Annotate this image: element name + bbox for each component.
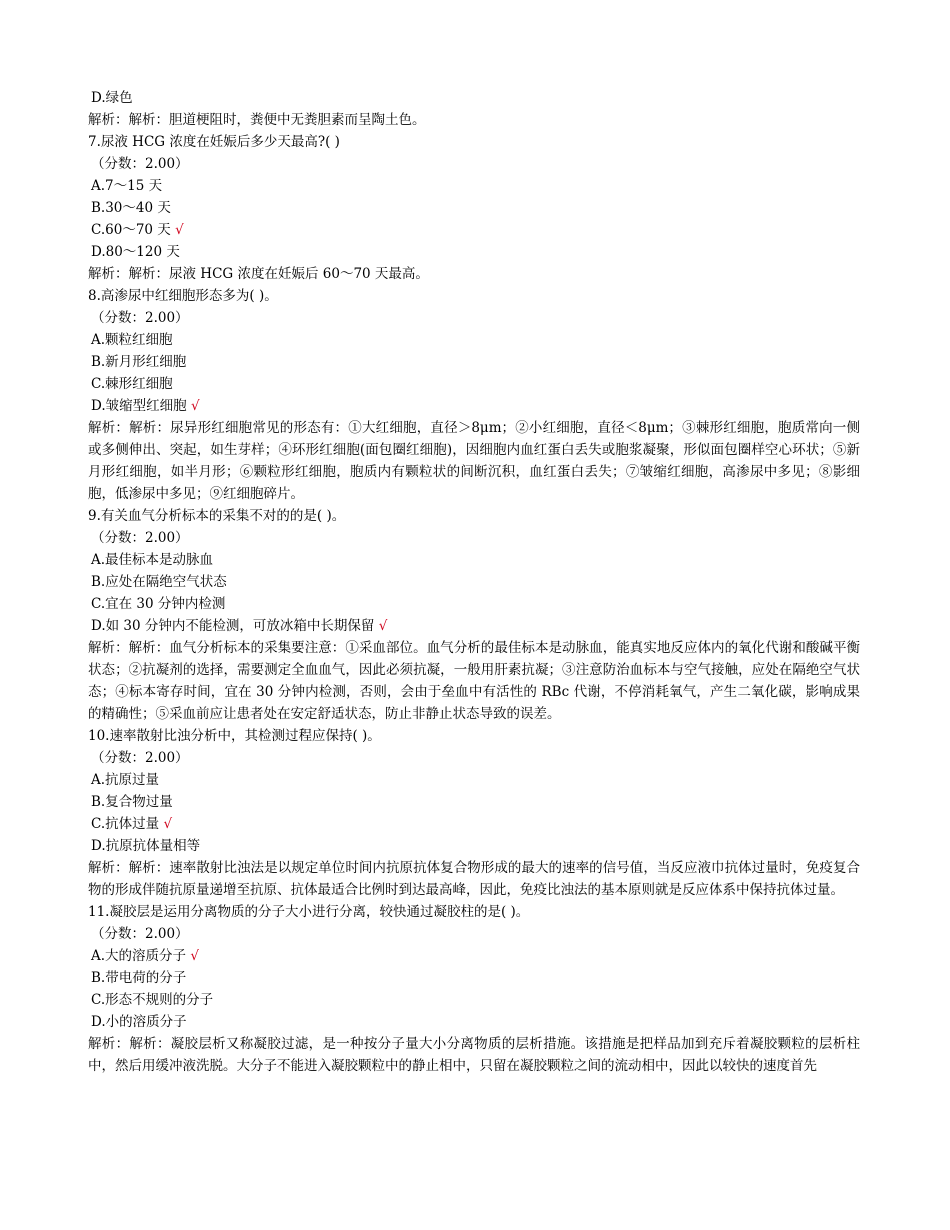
- answer-option-label: D.80～120 天: [91, 244, 180, 260]
- answer-option: [88, 549, 860, 571]
- answer-option: [88, 791, 860, 813]
- answer-option: [88, 373, 860, 395]
- explanation-text: [88, 263, 860, 285]
- question-score-label: （分数：2.00）: [91, 926, 189, 942]
- question-text: [88, 505, 860, 527]
- question-text: [88, 285, 860, 307]
- answer-option: [88, 395, 860, 417]
- answer-option: [88, 219, 860, 241]
- explanation-text-label: 解析：解析：速率散射比浊法是以规定单位时间内抗原抗体复合物形成的最大的速率的信号值，当反应液巾抗体过量时，免疫复合物的形成伴随抗原量递增至抗原、抗体最适合比例时到达最高峰，因此，免疫比浊法的基本原则就是反应体系中保持抗体过量。: [88, 860, 860, 898]
- correct-answer-check-icon: √: [163, 816, 173, 832]
- answer-option: [88, 329, 860, 351]
- answer-option: [88, 769, 860, 791]
- question-text-label: 8.高渗尿中红细胞形态多为( )。: [88, 288, 278, 304]
- answer-option-label: A.大的溶质分子: [91, 948, 187, 964]
- correct-answer-check-icon: √: [190, 948, 199, 964]
- explanation-text: [88, 857, 860, 901]
- question-score: [88, 307, 860, 329]
- explanation-text-label: 解析：解析：尿异形红细胞常见的形态有：①大红细胞，直径＞8μm；②小红细胞，直径＜8μm；③棘形红细胞，胞质常向一侧或多侧伸出、突起，如生芽样；④环形红细胞(面包圈红细胞)，因细胞内血红蛋白丢失或胞浆凝聚，形似面包圈样空心环状；⑤新月形红细胞，如半月形；⑥颗粒形红细胞，胞质内有颗粒状的间断沉积，血红蛋白丢失；⑦皱缩红细胞，高渗尿中多见；⑧影细胞，低渗尿中多见；⑨红细胞碎片。: [88, 420, 860, 502]
- question-text: [88, 901, 860, 923]
- answer-option-label: B.应处在隔绝空气状态: [91, 574, 227, 590]
- answer-option: [88, 241, 860, 263]
- answer-option-label: B.30～40 天: [91, 200, 171, 216]
- question-text: [88, 725, 860, 747]
- answer-option-label: B.新月形红细胞: [91, 354, 187, 370]
- question-score: [88, 747, 860, 769]
- question-score-label: （分数：2.00）: [91, 156, 189, 172]
- answer-option-label: A.抗原过量: [91, 772, 160, 788]
- answer-option: [88, 1011, 860, 1033]
- question-score: [88, 923, 860, 945]
- explanation-text: [88, 417, 860, 505]
- answer-option: [88, 593, 860, 615]
- answer-option-label: D.如 30 分钟内不能检测，可放冰箱中长期保留: [91, 618, 375, 634]
- answer-option-label: B.复合物过量: [91, 794, 173, 810]
- explanation-text: [88, 637, 860, 725]
- explanation-text: [88, 1033, 860, 1077]
- answer-option: [88, 945, 860, 967]
- answer-option: [88, 571, 860, 593]
- question-score-label: （分数：2.00）: [91, 750, 189, 766]
- answer-option: [88, 813, 860, 835]
- correct-answer-check-icon: √: [175, 222, 184, 238]
- explanation-text-label: 解析：解析：胆道梗阻时，粪便中无粪胆素而呈陶土色。: [88, 112, 426, 128]
- explanation-text-label: 解析：解析：血气分析标本的采集要注意：①采血部位。血气分析的最佳标本是动脉血，能真实地反应体内的氧化代谢和酸碱平衡状态；②抗凝剂的选择，需要测定全血血气，因此必须抗凝，一般用肝素抗凝；③注意防治血标本与空气接触，应处在隔绝空气状态；④标本寄存时间，宜在 30 分钟内检测，否则，会由于垒血中有活性的 RBc 代谢，不停消耗氧气，产生二氧化碳，影响成果的精确性；⑤采血前应让患者处在安定舒适状态，防止非静止状态导致的误差。: [88, 640, 860, 722]
- answer-option-label: C.形态不规则的分子: [91, 992, 214, 1008]
- question-text-label: 9.有关血气分析标本的采集不对的的是( )。: [88, 508, 346, 524]
- explanation-text-label: 解析：解析：尿液 HCG 浓度在妊娠后 60～70 天最高。: [88, 266, 429, 282]
- answer-option-label: C.60～70 天: [91, 222, 171, 238]
- answer-option-label: D.小的溶质分子: [91, 1014, 187, 1030]
- answer-option-label: B.带电荷的分子: [91, 970, 187, 986]
- answer-option-label: D.绿色: [91, 90, 133, 106]
- answer-option-label: C.棘形红细胞: [91, 376, 173, 392]
- answer-option: [88, 615, 860, 637]
- question-score: [88, 527, 860, 549]
- answer-option-label: C.宜在 30 分钟内检测: [91, 596, 226, 612]
- answer-option-label: A.7～15 天: [91, 178, 163, 194]
- explanation-text: [88, 109, 860, 131]
- question-text-label: 7.尿液 HCG 浓度在妊娠后多少天最高?( ): [88, 134, 340, 150]
- answer-option-label: A.颗粒红细胞: [91, 332, 173, 348]
- question-score-label: （分数：2.00）: [91, 530, 189, 546]
- question-score: [88, 153, 860, 175]
- correct-answer-check-icon: √: [378, 618, 388, 634]
- answer-option-label: D.皱缩型红细胞: [91, 398, 187, 414]
- answer-option-label: A.最佳标本是动脉血: [91, 552, 214, 568]
- answer-option: [88, 87, 860, 109]
- question-score-label: （分数：2.00）: [91, 310, 189, 326]
- question-text-label: 10.速率散射比浊分析中，其检测过程应保持( )。: [88, 728, 381, 744]
- answer-option: [88, 175, 860, 197]
- question-text-label: 11.凝胶层是运用分离物质的分子大小进行分离，较快通过凝胶柱的是( )。: [88, 904, 530, 920]
- answer-option: [88, 351, 860, 373]
- answer-option: [88, 989, 860, 1011]
- answer-option: [88, 967, 860, 989]
- correct-answer-check-icon: √: [190, 398, 200, 414]
- question-text: [88, 131, 860, 153]
- answer-option-label: C.抗体过量: [91, 816, 160, 832]
- answer-option: [88, 835, 860, 857]
- document-body: [88, 87, 860, 1077]
- answer-option-label: D.抗原抗体量相等: [91, 838, 201, 854]
- answer-option: [88, 197, 860, 219]
- explanation-text-label: 解析：解析：凝胶层析又称凝胶过滤，是一种按分子量大小分离物质的层析措施。该措施是把样品加到充斥着凝胶颗粒的层析柱中，然后用缓冲液洗脱。大分子不能进入凝胶颗粒中的静止相中，只留在凝胶颗粒之间的流动相中，因此以较快的速度首先: [88, 1036, 860, 1074]
